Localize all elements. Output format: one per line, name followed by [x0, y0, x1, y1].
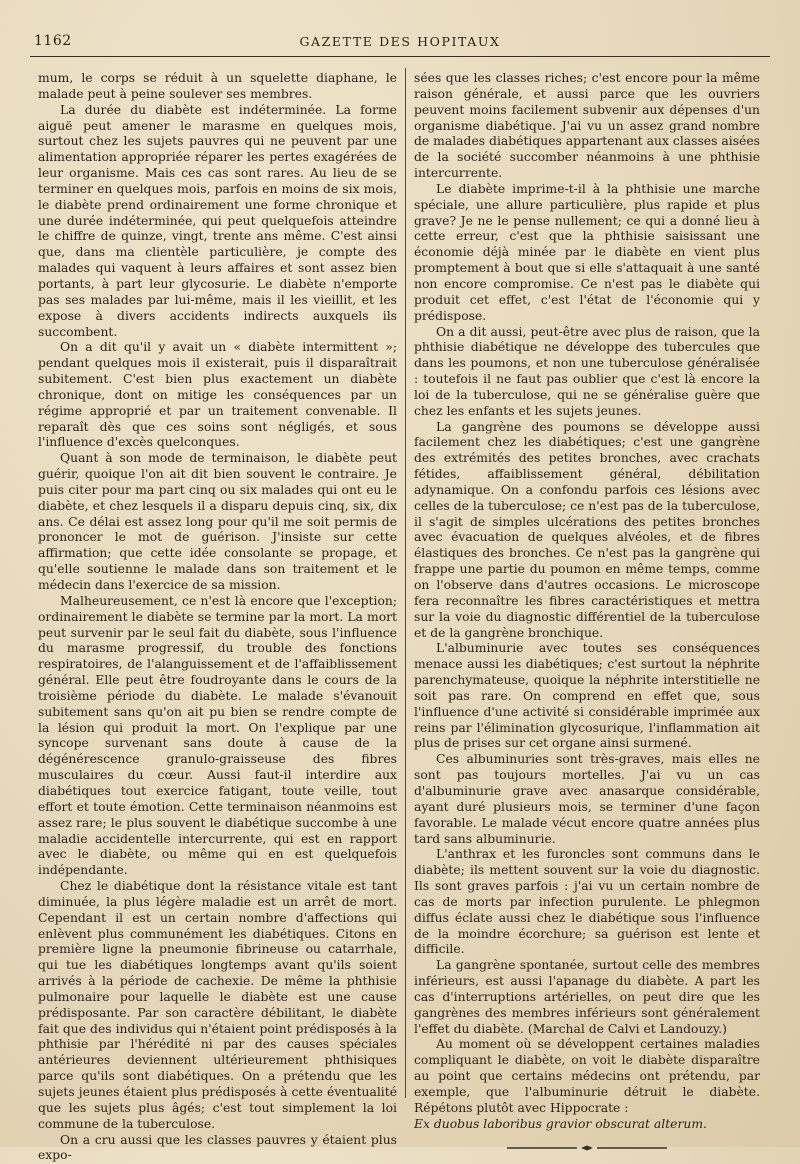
page-number: 1162	[34, 33, 72, 49]
column-divider	[405, 68, 406, 1098]
paragraph: sées que les classes riches; c'est encore pour la même raison générale, et aussi parce que les ouvriers peuvent moins facilement subvenir aux dépenses d'un organisme diabétique. J'ai vu un assez grand nombre de malades diabétiques appartenant aux classes aisées de la société succomber néanmoins à une phthisie intercurrente.	[414, 71, 760, 181]
paragraph: Le diabète imprime-t-il à la phthisie une marche spéciale, une allure particulière, plus rapide et plus grave? Je ne le pense nullement; ce qui a donné lieu à cette erreur, c'est que la phthisie saisissant une économie déjà minée par le diabète en vient plus promptement à bout que si elle s'attaquait à une santé non encore compromise. Ce n'est pas le diabète qui produit cet effet, c'est l'état de l'économie qui y prédispose.	[414, 181, 760, 323]
end-ornament	[507, 1145, 667, 1151]
paragraph: mum, le corps se réduit à un squelette diaphane, le malade peut à peine soulever ses membres.	[38, 71, 397, 101]
paragraph: On a dit qu'il y avait un « diabète intermittent »; pendant quelques mois il existerait, puis il disparaîtrait subitement. C'est bien plus exactement un diabète chronique, dont on mitige les conséquences par un régime approprié et par un traitement convenable. Il reparaît dès que ces soins sont négligés, et sous l'influence d'excès quelconques.	[38, 340, 397, 450]
paragraph: La durée du diabète est indéterminée. La forme aiguë peut amener le marasme en quelques mois, surtout chez les sujets pauvres qui ne peuvent par une alimentation appropriée réparer les pertes exagérées de leur organisme. Mais ces cas sont rares. Au lieu de se terminer en quelques mois, parfois en moins de six mois, le diabète prend ordinairement une forme chronique et une durée indéterminée, qui peut quelquefois atteindre le chiffre de quinze, vingt, trente ans même. C'est ainsi que, dans ma clientèle particulière, je compte des malades qui vaquent à leurs affaires et sont assez bien portants, à part leur glycosurie. Le diabète n'emporte pas ses malades par lui-même, mais il les vieillit, et les expose à divers accidents indirects auxquels ils succombent.	[38, 102, 397, 339]
paragraph: On a cru aussi que les classes pauvres y étaient plus expo-	[38, 1132, 397, 1163]
paragraph: Ces albuminuries sont très-graves, mais elles ne sont pas toujours mortelles. J'ai vu un cas d'albuminurie grave avec anasarque considérable, ayant duré plusieurs mois, se terminer d'une façon favorable. Le malade vécut encore quatre années plus tard sans albuminurie.	[414, 752, 760, 846]
latin-citation: Ex duobus laboribus gravior obscurat alterum.	[414, 1116, 707, 1131]
paragraph: Chez le diabétique dont la résistance vitale est tant diminuée, la plus légère maladie est un arrêt de mort. Cependant il est un certain nombre d'affections qui enlèvent plus communément les diabétiques. Citons en première ligne la pneumonie fibrineuse ou catarrhale, qui tue les diabétiques longtemps avant qu'ils soient arrivés à la période de cachexie. De même la phthisie pulmonaire pour laquelle le diabète est une cause prédisposante. Par son caractère débilitant, le diabète fait que des individus qui n'étaient point prédisposés à la phthisie par l'hérédité ni par des causes spéciales antérieures deviennent ultérieurement phthisiques parce qu'ils sont diabétiques. On a prétendu que les sujets jeunes étaient plus prédisposés à cette éventualité que les sujets plus âgés; c'est tout simplement la loi commune de la tuberculose.	[38, 879, 397, 1131]
paragraph: On a dit aussi, peut-être avec plus de raison, que la phthisie diabétique ne développe des tubercules que dans les poumons, et non une tuberculose généralisée : toutefois il ne faut pas oublier que c'est là encore la loi de la tuberculose, qui ne se généralise guère que chez les enfants et les sujets jeunes.	[414, 324, 760, 418]
left-column	[38, 71, 397, 1164]
paragraph: L'anthrax et les furoncles sont communs dans le diabète; ils mettent souvent sur la voie du diagnostic. Ils sont graves parfois : j'ai vu un certain nombre de cas de morts par infection purulente. Le phlegmon diffus éclate aussi chez le diabétique sous l'influence de la moindre écorchure; sa guérison est lente et difficile.	[414, 847, 760, 957]
paragraph: Quant à son mode de terminaison, le diabète peut guérir, quoique l'on ait dit bien souvent le contraire. Je puis citer pour ma part cinq ou six malades qui ont eu le diabète, et chez lesquels il a disparu depuis cinq, six, dix ans. Ce délai est assez long pour qu'il me soit permis de prononcer le mot de guérison. J'insiste sur cette affirmation; que cette idée consolante se propage, et qu'elle soutienne le malade dans son traitement et le médecin dans l'exercice de sa mission.	[38, 451, 397, 592]
paragraph: Au moment où se développent certaines maladies compliquant le diabète, on voit le diabète disparaître au point que certains médecins ont prétendu, par exemple, que l'albuminurie détruit le diabète. Répétons plutôt avec Hippocrate :	[414, 1037, 760, 1115]
right-column	[414, 71, 760, 1151]
page-header	[30, 30, 770, 60]
paragraph: Malheureusement, ce n'est là encore que l'exception; ordinairement le diabète se termine par la mort. La mort peut survenir par le seul fait du diabète, sous l'influence du marasme progressif, du trouble des fonctions respiratoires, de l'alanguissement et de l'affaiblissement général. Elle peut être foudroyante dans le cours de la troisième période du diabète. Le malade s'évanouit subitement sans qu'on ait pu bien se rendre compte de la lésion qui produit la mort. On l'explique par une syncope survenant sans doute à cause de la dégénérescence granulo-graisseuse des fibres musculaires du cœur. Aussi faut-il interdire aux diabétiques tout exercice fatigant, toute veille, tout effort et toute émotion. Cette terminaison néanmoins est assez rare; le plus souvent le diabétique succombe à une maladie accidentelle intercurrente, qui est en rapport avec le diabète, ou même qui en est quelquefois indépendante.	[38, 593, 397, 878]
paragraph: La gangrène des poumons se développe aussi facilement chez les diabétiques; c'est une gangrène des extrémités des petites bronches, avec crachats fétides, affaiblissement général, débilitation adynamique. On a confondu parfois ces lésions avec celles de la tuberculose; ce n'est pas de la tuberculose, il s'agit de simples ulcérations des petites bronches avec évacuation de quelques alvéoles, et de fibres élastiques des bronches. Ce n'est pas la gangrène qui frappe une partie du poumon en même temps, comme on l'observe dans d'autres occasions. Le microscope fera reconnaître les fibres caractéristiques et mettra sur la voie du diagnostic différentiel de la tuberculose et de la gangrène bronchique.	[414, 419, 760, 640]
paragraph: L'albuminurie avec toutes ses conséquences menace aussi les diabétiques; c'est surtout la néphrite parenchymateuse, quoique la néphrite interstitielle ne soit pas rare. On comprend en effet que, sous l'influence d'une activité si considérable imprimée aux reins par l'élimination glycosurique, l'inflammation ait plus de prises sur cet organe ainsi surmené.	[414, 641, 760, 751]
header-rule	[30, 56, 770, 57]
paragraph: La gangrène spontanée, surtout celle des membres inférieurs, est aussi l'apanage du diabète. A part les cas d'interruptions artérielles, on peut dire que les gangrènes des membres inférieurs sont généralement l'effet du diabète. (Marchal de Calvi et Landouzy.)	[414, 958, 760, 1036]
journal-title: GAZETTE DES HOPITAUX	[299, 34, 501, 49]
